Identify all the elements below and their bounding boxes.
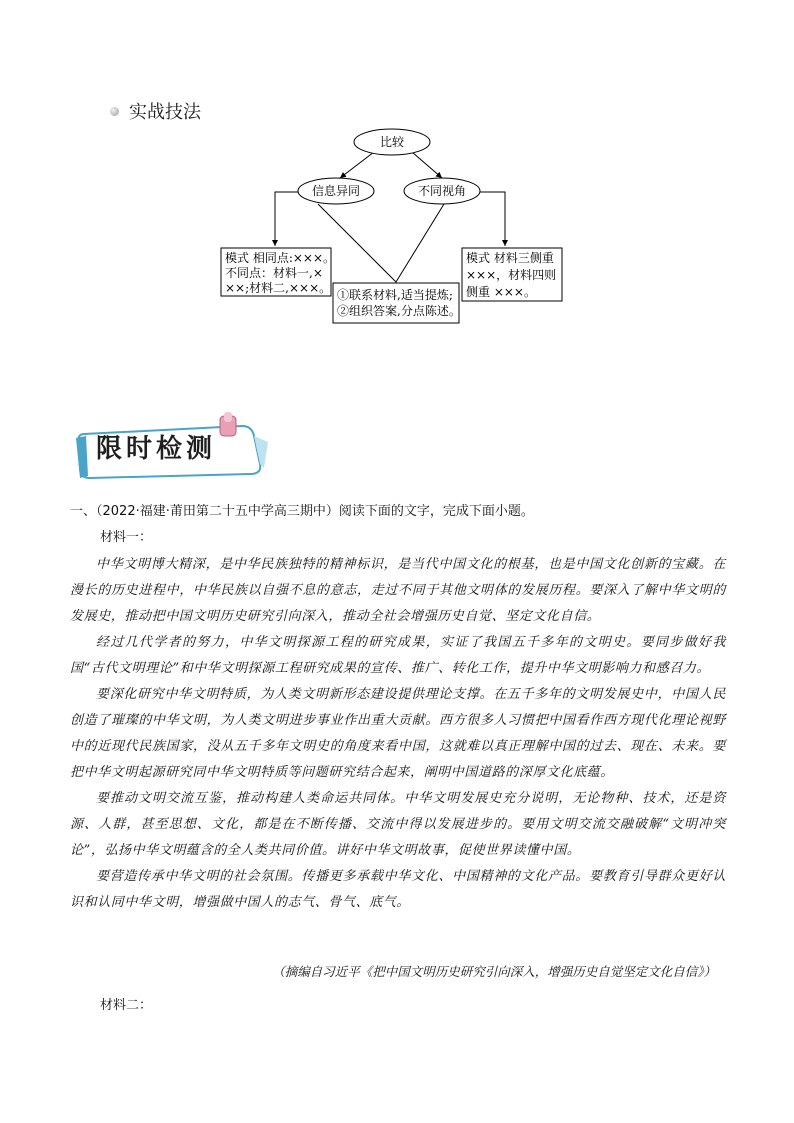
- paragraph: 经过几代学者的努力，中华文明探源工程的研究成果，实证了我国五千多年的文明史。要同步做好我国“古代文明理论”和中华文明探源工程研究成果的宣传、推广、转化工作，提升中华文明影响力和感召力。: [70, 635, 726, 676]
- left-box-line: 不同点：材料一,×: [225, 266, 323, 280]
- paragraph: 中华文明博大精深，是中华民族独特的精神标识，是当代中国文化的根基，也是中国文化创新的宝藏。在漫长的历史进程中，中华民族以自强不息的意志，走过不同于其他文明体的发展历程。要深入了解中华文明的发展史，推动把中国文明历史研究引向深入，推动全社会增强历史自觉、坚定文化自信。: [70, 557, 726, 624]
- section-banner: [74, 412, 270, 482]
- material1-label: 材料一：: [100, 530, 153, 545]
- banner-title: 限时检测: [96, 434, 217, 464]
- left-node-label: 信息异同: [311, 184, 361, 198]
- right-box-line: 侧重 ×××。: [466, 285, 536, 299]
- left-box-line: 模式 相同点:×××。: [225, 251, 336, 265]
- question-prompt: 一、（2022·福建·莆田第二十五中学高三期中）阅读下面的文字，完成下面小题。: [70, 504, 534, 519]
- section-title: 实战技法: [129, 102, 201, 123]
- comparison-diagram: [0, 0, 794, 340]
- material1-passage: [70, 552, 726, 916]
- connector-root-right: [412, 152, 442, 178]
- root-label: 比较: [379, 135, 405, 149]
- source-citation: （摘编自习近平《把中国文明历史研究引向深入，增强历史自觉坚定文化自信》）: [272, 964, 716, 979]
- connector-right-box: [478, 192, 505, 246]
- right-box-line: ×××，材料四则: [466, 268, 557, 282]
- paragraph: 要深化研究中华文明特质，为人类文明新形态建设提供理论支撑。在五千多年的文明发展史中，中国人民创造了璀璨的中华文明，为人类文明进步事业作出重大贡献。西方很多人习惯把中国看作西方现代化理论视野中的近现代民族国家，没从五千多年文明史的角度来看中国，这就难以真正理解中国的过去、现在、未来。要把中华文明起源研究同中华文明特质等问题研究结合起来，阐明中国道路的深厚文化底蕴。: [70, 687, 726, 780]
- right-node-label: 不同视角: [417, 184, 467, 198]
- center-box-line: ①联系材料,适当提炼;: [337, 288, 453, 302]
- material2-label: 材料二：: [100, 998, 153, 1013]
- right-box-line: 模式 材料三侧重: [466, 251, 554, 265]
- paragraph: 要营造传承中华文明的社会氛围。传播更多承载中华文化、中国精神的文化产品。要教育引导群众更好认识和认同中华文明，增强做中国人的志气、骨气、底气。: [70, 869, 726, 910]
- connector-root-left: [340, 152, 374, 178]
- connector-center-v: [318, 204, 444, 282]
- left-box-line: ××;材料二,×××。: [225, 281, 332, 295]
- connector-left-box: [275, 192, 300, 246]
- center-box-line: ②组织答案,分点陈述。: [337, 304, 461, 318]
- paragraph: 要推动文明交流互鉴，推动构建人类命运共同体。中华文明发展史充分说明，无论物种、技术，还是资源、人群，甚至思想、文化，都是在不断传播、交流中得以发展进步的。要用文明交流交融破解“文明冲突论”，弘扬中华文明蕴含的全人类共同价值。讲好中华文明故事，促使世界读懂中国。: [70, 791, 726, 858]
